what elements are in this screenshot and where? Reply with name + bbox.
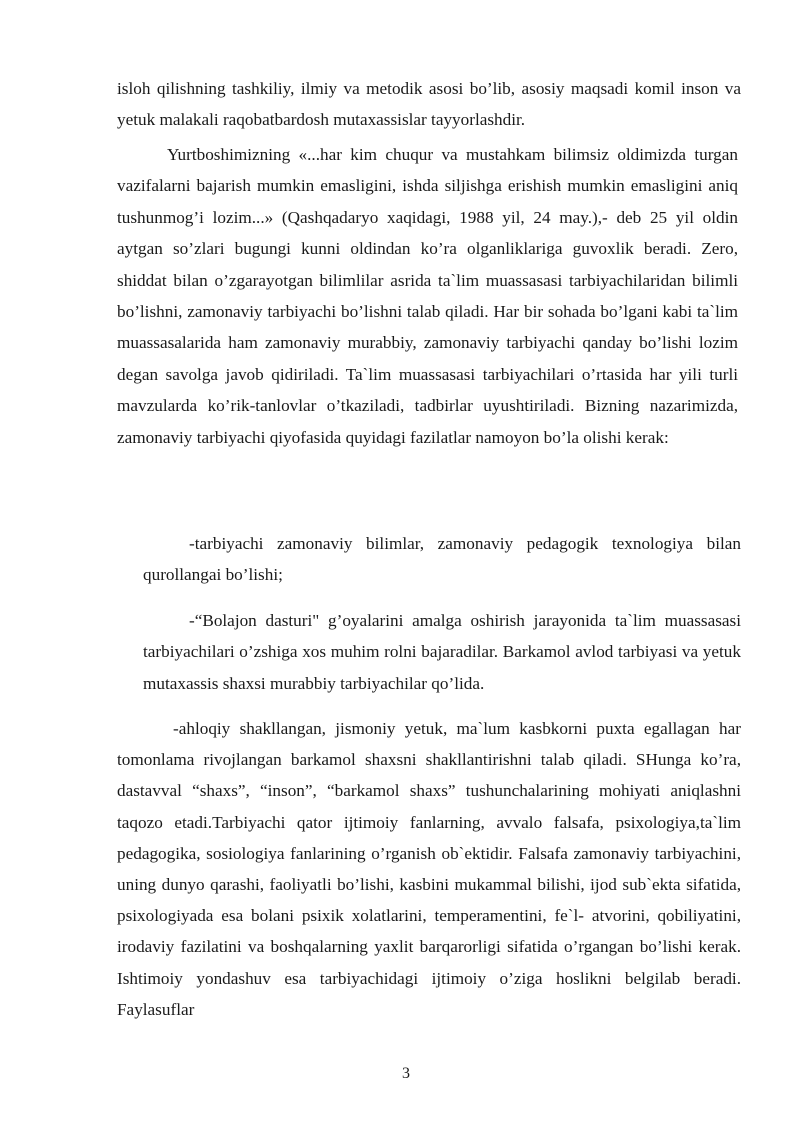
- list-item-bolajon-program: -“Bolajon dasturi" g’oyalarini amalga oshirish jarayonida ta`lim muassasasi tarbiyachilari o’zshiga xos muhim rolni bajaradilar. Barkamol avlod tarbiyasi va yetuk mutaxassis shaxsi murabbiy tarbiyachilar qo’lida.: [143, 611, 741, 693]
- paragraph-personality: -ahloqiy shakllangan, jismoniy yetuk, ma`lum kasbkorni puxta egallagan har tomonlama rivojlangan barkamol shaxsni shakllantirishni talab qiladi. SHunga ko’ra, dastavval “shaxs”, “inson”, “barkamol shaxs” tushunchalarining mohiyati aniqlashni taqozo etadi.Tarbiyachi qator ijtimoiy fanlarning, avvalo falsafa, psixologiya,ta`lim pedagogika, sosiologiya fanlarining o’rganish ob`ektidir. Falsafa zamonaviy tarbiyachini, uning dunyo qarashi, faoliyatli bo’lishi, kasbini mukammal bilishi, ijod sub`ekta sifatida, psixologiyada esa bolani psixik xolatlarini, temperamentini, fe`l- atvorini, qobiliyatini, irodaviy fazilatini va boshqalarning yaxlit barqarorligi sifatida o’rgangan bo’lishi kerak. Ishtimoiy yondashuv esa tarbiyachidagi ijtimoiy o’ziga hoslikni belgilab beradi. Faylasuflar: [117, 719, 741, 1019]
- paragraph-quote: Yurtboshimizning «...har kim chuqur va mustahkam bilimsiz oldimizda turgan vazifalarni bajarish mumkin emasligini, ishda siljishga erishish mumkin emasligini aniq tushunmog’i lozim...» (Qashqadaryo xaqidagi, 1988 yil, 24 may.),- deb 25 yil oldin aytgan so’zlari bugungi kunni oldindan ko’ra olganliklariga guvoxlik beradi. Zero, shiddat bilan o’zgarayotgan bilimlilar asrida ta`lim muassasasi tarbiyachilaridan bilimli bo’lishni, zamonaviy tarbiyachi bo’lishni talab qiladi. Har bir sohada bo’lgani kabi ta`lim muassasalarida ham zamonaviy murabbiy, zamonaviy tarbiyachi qanday bo’lishi lozim degan savolga javob qidiriladi. Ta`lim muassasasi tarbiyachilari o’rtasida har yili turli mavzularda ko’rik-tanlovlar o’tkaziladi, tadbirlar uyushtiriladi. Bizning nazarimizda, zamonaviy tarbiyachi qiyofasida quyidagi fazilatlar namoyon bo’la olishi kerak:: [117, 145, 738, 447]
- page-number: 3: [402, 1065, 410, 1082]
- paragraph-continuation: isloh qilishning tashkiliy, ilmiy va metodik asosi bo’lib, asosiy maqsadi komil inson va yetuk malakali raqobatbardosh mutaxassislar tayyorlashdir.: [117, 79, 741, 130]
- list-item-modern-knowledge: -tarbiyachi zamonaviy bilimlar, zamonaviy pedagogik texnologiya bilan qurollangai bo’lishi;: [143, 534, 741, 585]
